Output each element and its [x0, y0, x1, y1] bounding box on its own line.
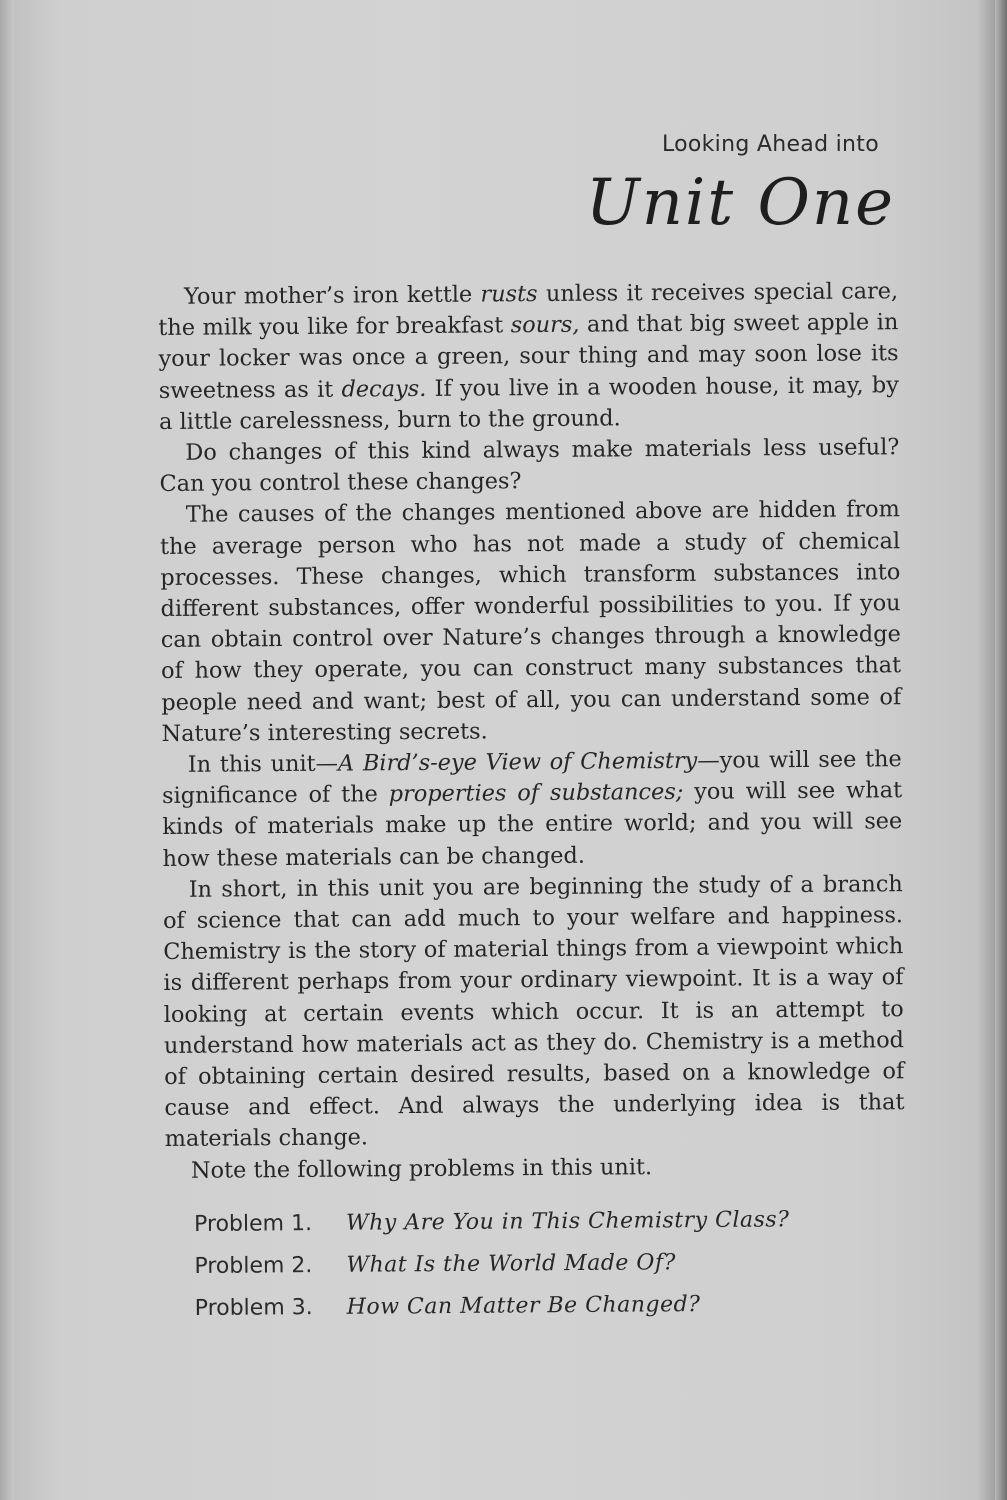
text-run: Your mother’s iron kettle [184, 281, 481, 310]
paragraph [158, 276, 899, 438]
problem-title: What Is the World Made Of? [346, 1250, 676, 1278]
text-run: unless it receives special care, the milk you like for breakfast [158, 278, 899, 342]
problem-number: Problem 1. [194, 1211, 313, 1237]
page-left-edge [0, 0, 14, 1500]
problem-title: How Can Matter Be Changed? [346, 1292, 701, 1320]
problem-number: Problem 2. [194, 1253, 313, 1279]
intro-text [158, 276, 905, 1187]
problem-list [194, 1207, 895, 1338]
problem-title: Why Are You in This Chemistry Class? [345, 1207, 790, 1236]
problem-item [194, 1207, 894, 1254]
paragraph [163, 869, 905, 1156]
problem-item [195, 1290, 895, 1337]
emphasis-text: A Bird’s-eye View of Chemistry [337, 747, 698, 777]
text-run: Do changes of this kind always make materials less useful? Can you control these changes? [159, 434, 900, 498]
text-run: —you will see the significance of the [161, 746, 902, 810]
problem-number: Problem 3. [194, 1295, 313, 1321]
unit-kicker: Looking Ahead into [661, 132, 879, 157]
emphasis-text: decays. [341, 375, 427, 403]
text-run: and that big sweet apple in your locker was once a green, sour thing and may soon lose its sweetness as it [158, 309, 899, 404]
text-run: Note the following problems in this unit. [190, 1153, 653, 1184]
paragraph [160, 495, 902, 750]
problem-item [194, 1249, 894, 1296]
book-spine-shadow [995, 0, 1007, 1500]
unit-title: Unit One [585, 166, 895, 240]
emphasis-text: rusts [480, 281, 538, 308]
text-run: If you live in a wooden house, it may, by a little carelessness, burn to the ground. [158, 371, 899, 435]
text-run: you will see what kinds of materials make up the entire world; and you will see how these materials can be changed. [162, 777, 903, 872]
text-run: In short, in this unit you are beginning the study of a branch of science that can add much to your welfare and happiness. Chemistry is the story of material things from a viewpoint which is different perhaps from your ordinary viewpoint. It is a way of looking at certain events which occur. It is an attempt to understand how materials act as they do. Chemistry is a method of obtaining certain desired results, based on a knowledge of cause and effect. And always the underlying idea is that materials change. [162, 871, 905, 1153]
paragraph [159, 432, 899, 500]
emphasis-text: sours, [510, 311, 580, 339]
emphasis-text: properties of substances; [388, 779, 684, 808]
text-run: The causes of the changes mentioned above are hidden from the average person who has not made a study of chemical processes. These changes, which transform substances into different substances, offer wonderful possibilities to you. If you can obtain control over Nature’s changes through a knowledge of how they operate, you can construct many substances that people need and want; best of all, you can understand some of Nature’s interesting secrets. [159, 496, 902, 747]
paragraph [165, 1150, 905, 1187]
text-run: In this unit— [187, 750, 339, 778]
paragraph [162, 744, 903, 875]
